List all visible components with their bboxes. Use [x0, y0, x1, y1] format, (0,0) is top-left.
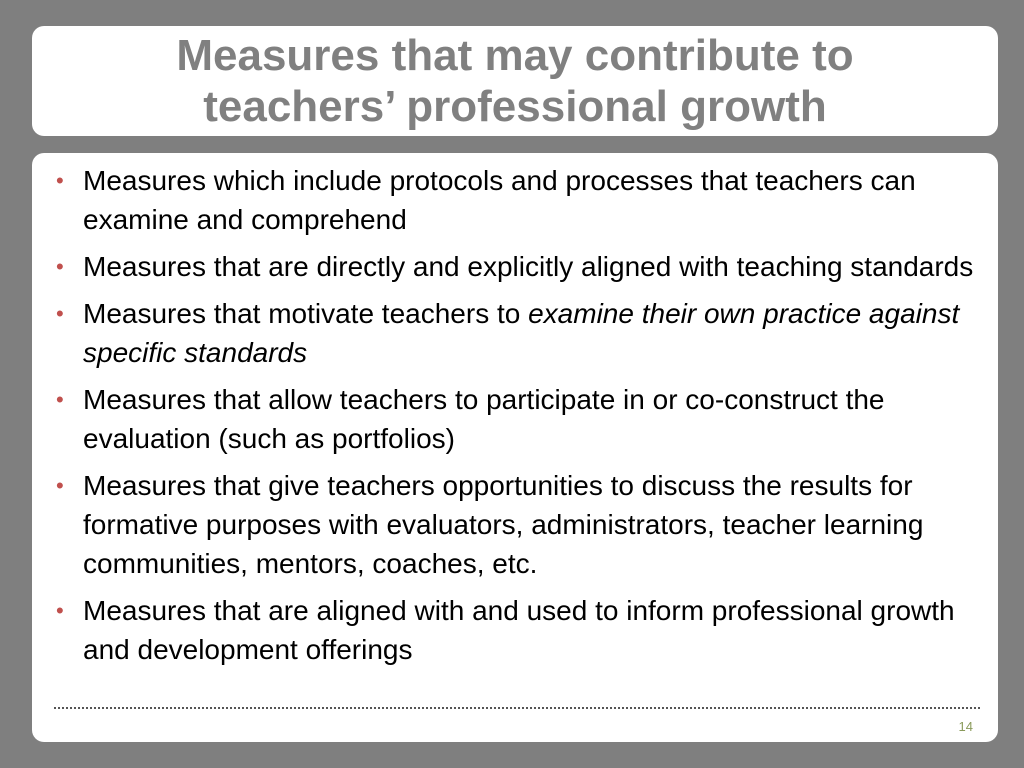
bullet-list: [32, 153, 998, 669]
content-panel: [32, 153, 998, 742]
bullet-marker: •: [56, 387, 64, 412]
bullet-marker: •: [56, 598, 64, 623]
bullet-item: [56, 161, 978, 239]
bullet-text: Measures that allow teachers to participate in or co-construct the evaluation (such as portfolios): [83, 384, 885, 454]
bullet-item: [56, 466, 978, 583]
bullet-marker: •: [56, 301, 64, 326]
bullet-text: Measures that are directly and explicitly aligned with teaching standards: [83, 251, 974, 282]
bullet-marker: •: [56, 254, 64, 279]
bullet-emphasis: examine their own practice against specific standards: [83, 298, 960, 368]
footer-divider: [54, 707, 980, 709]
title-panel: [32, 26, 998, 136]
bullet-item: [56, 247, 978, 286]
bullet-item: [56, 294, 978, 372]
bullet-marker: •: [56, 168, 64, 193]
bullet-text: Measures that are aligned with and used to inform professional growth and development offerings: [83, 595, 955, 665]
bullet-marker: •: [56, 473, 64, 498]
bullet-item: [56, 380, 978, 458]
page-number: 14: [958, 719, 973, 734]
bullet-text: Measures that give teachers opportunities to discuss the results for formative purposes with evaluators, administrators, teacher learning communities, mentors, coaches, etc.: [83, 470, 924, 579]
bullet-text: Measures which include protocols and processes that teachers can examine and comprehend: [83, 165, 916, 235]
bullet-item: [56, 591, 978, 669]
bullet-text: Measures that motivate teachers to: [83, 298, 529, 329]
slide-title: Measures that may contribute to teachers’ professional growth: [176, 31, 854, 131]
